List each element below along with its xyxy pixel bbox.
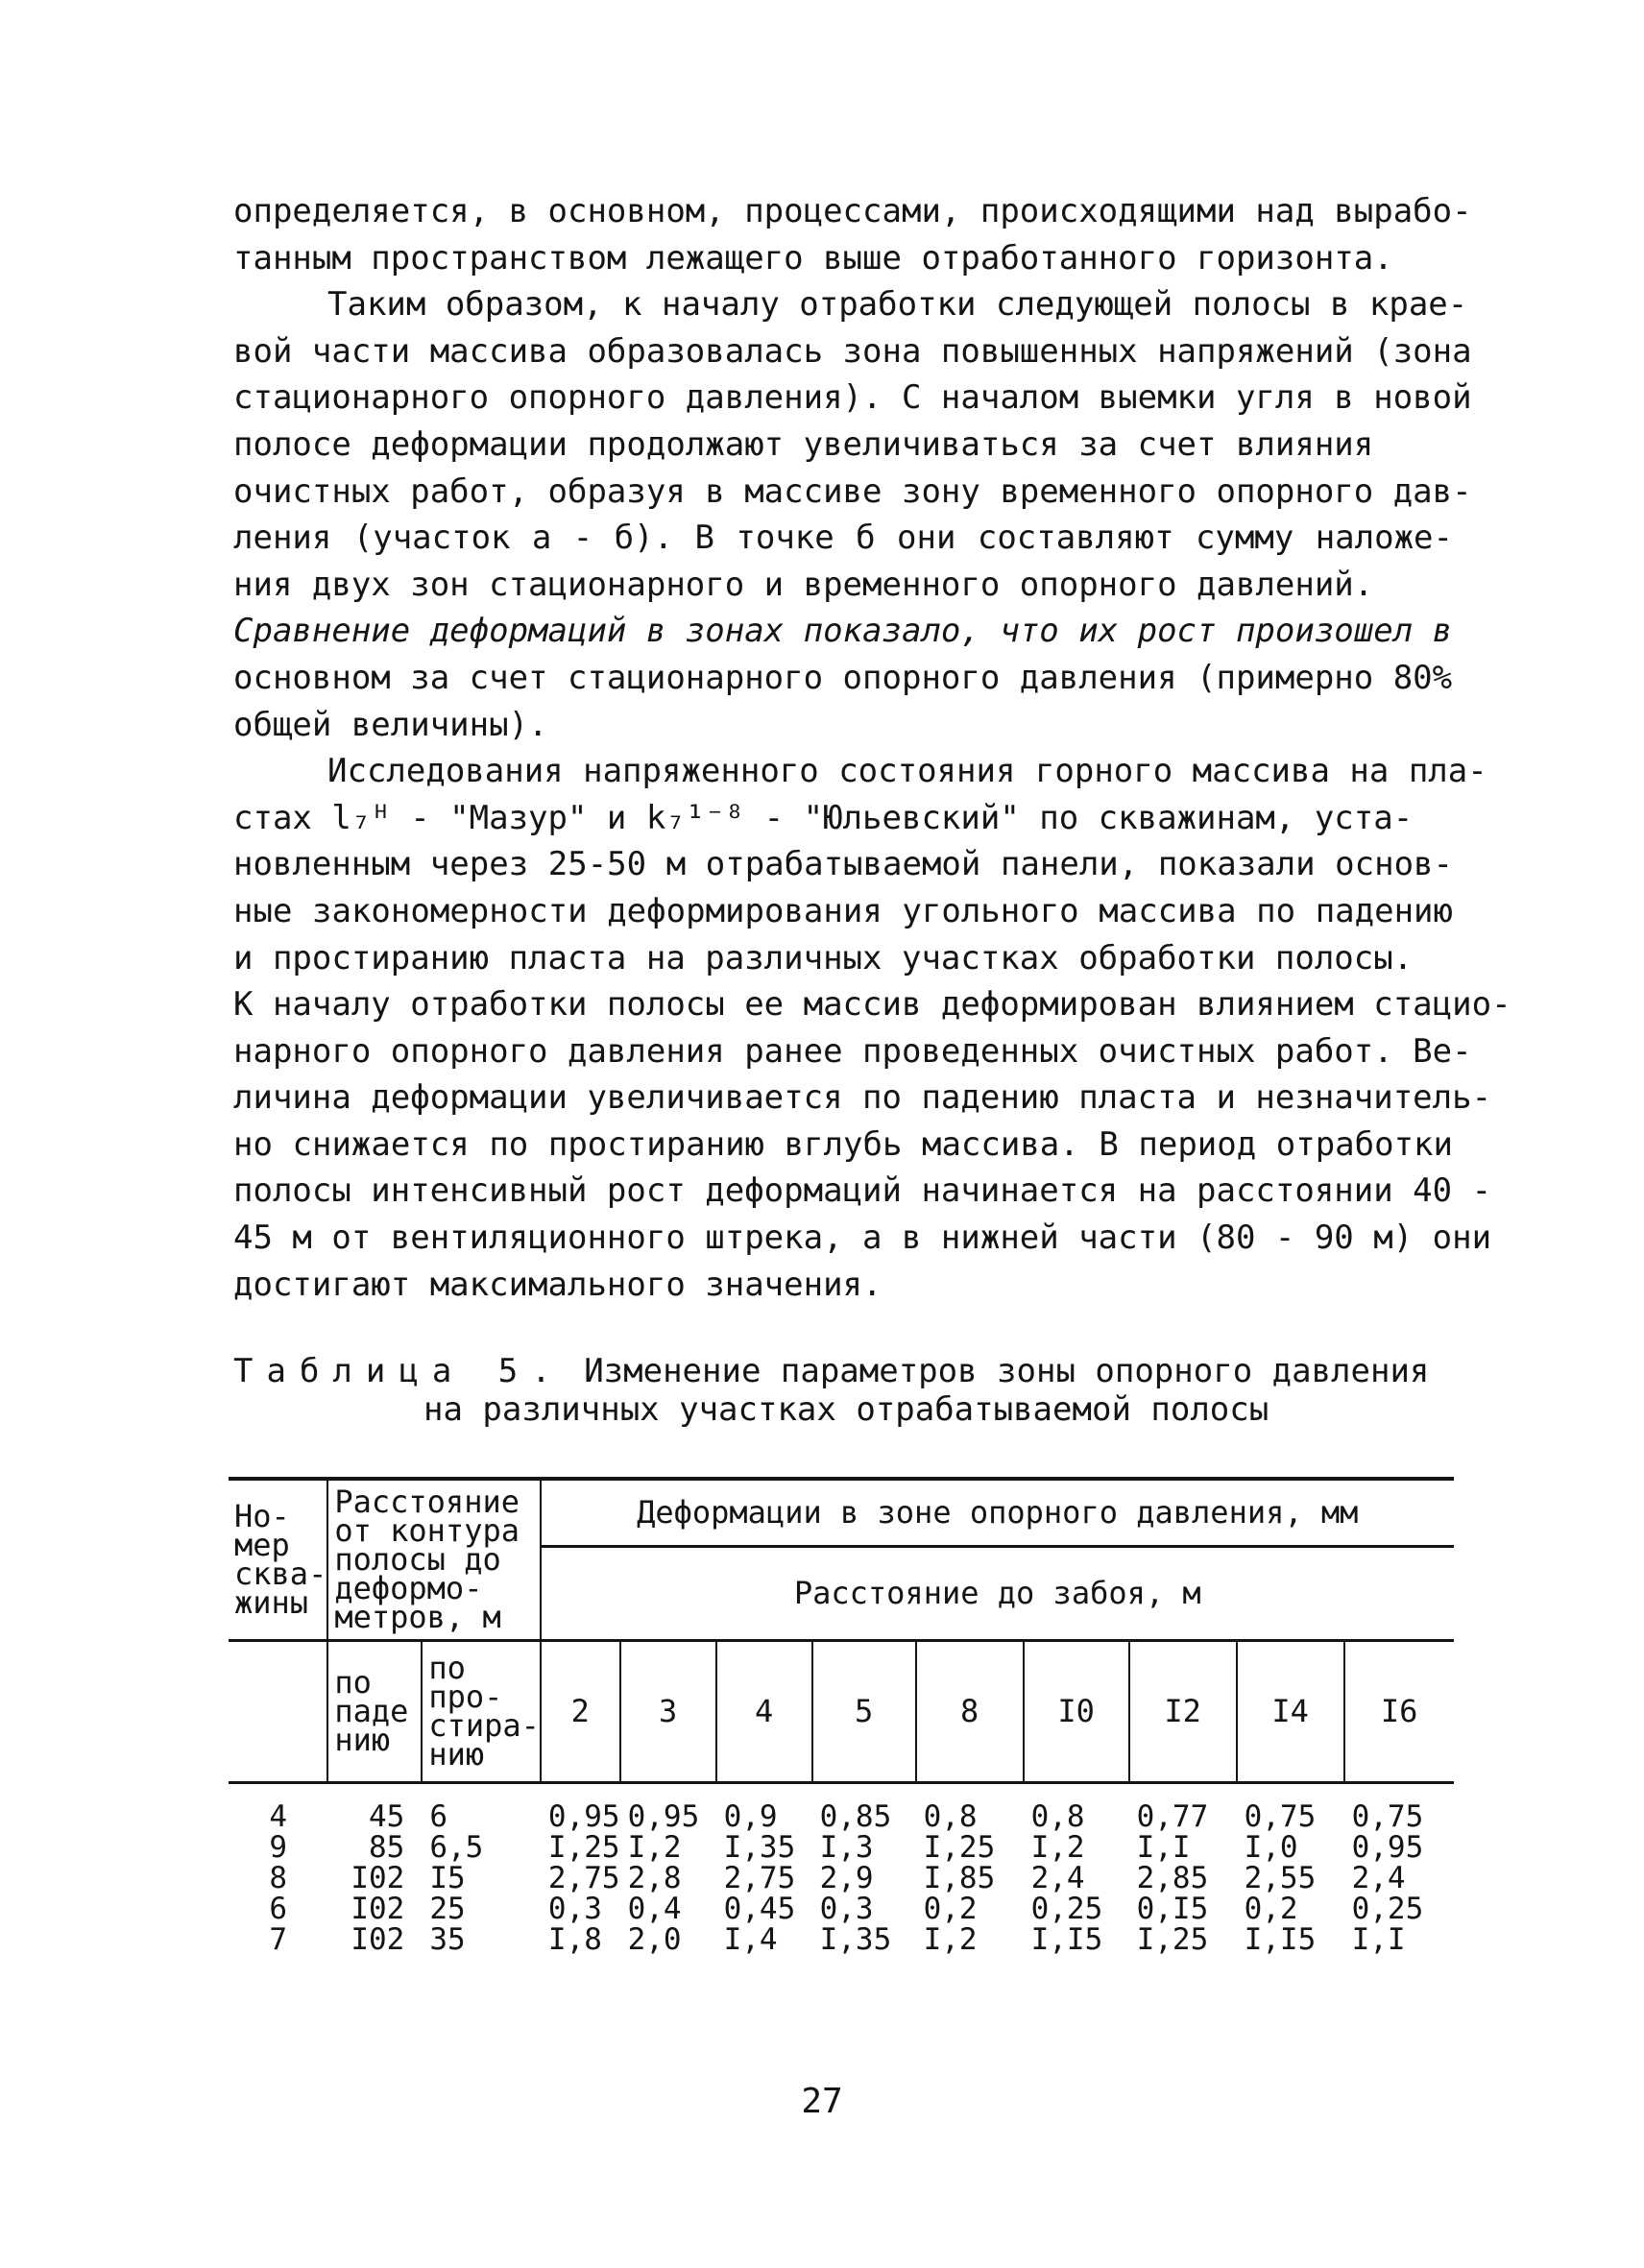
text-line: общей величины). — [233, 705, 548, 744]
cell-strike: I5 — [429, 1860, 466, 1895]
cell-value: I,2 — [923, 1921, 978, 1957]
cell-value: 0,77 — [1136, 1798, 1209, 1834]
text-line: Сравнение деформаций в зонах показало, что их рост произошел в — [233, 612, 1453, 651]
header-face-distance: 5 — [812, 1640, 916, 1782]
text-line: Исследования напряженного состояния горного массива на пла- — [327, 752, 1487, 791]
cell-value: I,I5 — [1030, 1921, 1103, 1957]
text-line: и простиранию пласта на различных участках обработки полосы. — [233, 938, 1414, 977]
cell-value: I,25 — [923, 1829, 996, 1865]
cell-value: I,2 — [627, 1829, 682, 1865]
cell-value: 0,8 — [923, 1798, 978, 1834]
header-face-distance: I2 — [1129, 1640, 1237, 1782]
header-distance-from-contour: Расстояние от контура полосы до деформо- метров, м — [327, 1479, 541, 1640]
text-line: нарного опорного давления ранее проведенных очистных работ. Ве- — [233, 1031, 1472, 1071]
cell-value: 2,8 — [627, 1860, 682, 1895]
header-distance-to-face: Расстояние до забоя, м — [541, 1546, 1454, 1640]
text-line: ния двух зон стационарного и временного опорного давлений. — [233, 565, 1374, 604]
cell-dip: 85 — [369, 1829, 405, 1865]
cell-dip: I02 — [351, 1860, 405, 1895]
cell-value: I,25 — [1136, 1921, 1209, 1957]
text-line: танным пространством лежащего выше отработанного горизонта. — [233, 238, 1393, 277]
header-face-distance: 2 — [541, 1640, 620, 1782]
header-face-distance: 3 — [620, 1640, 716, 1782]
table-row — [229, 1863, 1454, 1894]
text-line: вой части массива образовалась зона повышенных напряжений (зона — [233, 331, 1472, 371]
text-line: ные закономерности деформирования угольного массива по падению — [233, 891, 1453, 930]
cell-strike: 6,5 — [429, 1829, 484, 1865]
header-blank — [229, 1640, 327, 1782]
cell-value: I,I5 — [1244, 1921, 1317, 1957]
cell-value: 0,25 — [1351, 1891, 1424, 1926]
cell-well: 7 — [269, 1921, 287, 1957]
table-caption-title: Изменение параметров зоны опорного давления — [584, 1352, 1430, 1390]
cell-value: 2,9 — [819, 1860, 874, 1895]
table-caption-label: Таблица 5. — [233, 1352, 565, 1390]
cell-value: 0,3 — [547, 1891, 602, 1926]
cell-value: I,I — [1136, 1829, 1191, 1865]
cell-value: I,35 — [819, 1921, 892, 1957]
cell-value: 2,85 — [1136, 1860, 1209, 1895]
cell-value: 2,4 — [1351, 1860, 1406, 1895]
cell-strike: 25 — [429, 1891, 466, 1926]
text-line: новленным через 25-50 м отрабатываемой панели, показали основ- — [233, 845, 1453, 884]
cell-well: 6 — [269, 1891, 287, 1926]
cell-value: 0,3 — [819, 1891, 874, 1926]
cell-value: I,0 — [1244, 1829, 1298, 1865]
cell-well: 9 — [269, 1829, 287, 1865]
text-line: 45 м от вентиляционного штрека, а в нижней части (80 - 90 м) они — [233, 1218, 1492, 1258]
text-line: ления (участок а - б). В точке б они составляют сумму наложе- — [233, 519, 1453, 558]
text-line: определяется, в основном, процессами, происходящими над вырабо- — [233, 192, 1472, 230]
text-line: но снижается по простиранию вглубь массива. В период отработки — [233, 1124, 1453, 1164]
cell-dip: I02 — [351, 1891, 405, 1926]
text-line: К началу отработки полосы ее массив деформирован влиянием стацио- — [233, 985, 1511, 1025]
cell-value: 2,55 — [1244, 1860, 1317, 1895]
cell-value: I,85 — [923, 1860, 996, 1895]
header-dip: по паде нию — [327, 1640, 422, 1782]
cell-value: 2,4 — [1030, 1860, 1085, 1895]
cell-value: 2,0 — [627, 1921, 682, 1957]
text-line: полосы интенсивный рост деформаций начинается на расстоянии 40 - — [233, 1171, 1492, 1211]
cell-value: I,35 — [723, 1829, 796, 1865]
cell-value: 0,85 — [819, 1798, 892, 1834]
cell-value: I,8 — [547, 1921, 602, 1957]
cell-value: 0,75 — [1244, 1798, 1317, 1834]
header-face-distance: I4 — [1237, 1640, 1344, 1782]
body-text — [233, 188, 1511, 1308]
cell-value: 0,I5 — [1136, 1891, 1209, 1926]
cell-value: 2,75 — [723, 1860, 796, 1895]
cell-well: 8 — [269, 1860, 287, 1895]
cell-value: 0,45 — [723, 1891, 796, 1926]
header-face-distance: I6 — [1344, 1640, 1454, 1782]
cell-value: 0,95 — [627, 1798, 700, 1834]
cell-strike: 6 — [429, 1798, 447, 1834]
cell-value: 0,75 — [1351, 1798, 1424, 1834]
cell-value: I,4 — [723, 1921, 778, 1957]
table-row — [229, 1832, 1454, 1863]
deformation-table — [229, 1477, 1454, 1955]
header-strike: по про- стира- нию — [422, 1640, 541, 1782]
cell-value: 0,8 — [1030, 1798, 1085, 1834]
cell-strike: 35 — [429, 1921, 466, 1957]
cell-value: 0,9 — [723, 1798, 778, 1834]
table-caption — [233, 1352, 1453, 1429]
text-line: полосе деформации продолжают увеличиваться за счет влияния — [233, 424, 1374, 464]
table-row — [229, 1924, 1454, 1955]
cell-value: 0,95 — [1351, 1829, 1424, 1865]
cell-value: 2,75 — [547, 1860, 620, 1895]
cell-value: 0,2 — [923, 1891, 978, 1926]
table-caption-subtitle: на различных участках отрабатываемой полосы — [423, 1390, 1269, 1429]
header-well-number: Но- мер сква- жины — [229, 1479, 327, 1640]
text-line: достигают максимального значения. — [233, 1265, 882, 1304]
table-row — [229, 1782, 1454, 1832]
text-line: основном за счет стационарного опорного давления (примерно 80% — [233, 658, 1453, 697]
header-face-distance: I0 — [1024, 1640, 1129, 1782]
cell-value: I,3 — [819, 1829, 874, 1865]
cell-well: 4 — [269, 1798, 287, 1834]
text-line: личина деформации увеличивается по падению пласта и незначитель- — [233, 1078, 1492, 1118]
page-number: 27 — [801, 2082, 843, 2121]
header-deformations: Деформации в зоне опорного давления, мм — [541, 1479, 1454, 1546]
header-face-distance: 4 — [716, 1640, 812, 1782]
cell-value: 0,2 — [1244, 1891, 1298, 1926]
cell-value: 0,95 — [547, 1798, 620, 1834]
cell-value: I,25 — [547, 1829, 620, 1865]
cell-value: 0,25 — [1030, 1891, 1103, 1926]
text-line: очистных работ, образуя в массиве зону временного опорного дав- — [233, 471, 1472, 511]
text-line: стах l₇ᴴ - "Мазур" и k₇¹⁻⁸ - "Юльевский" по скважинам, уста- — [233, 798, 1414, 837]
cell-value: I,2 — [1030, 1829, 1085, 1865]
cell-dip: I02 — [351, 1921, 405, 1957]
text-line: Таким образом, к началу отработки следующей полосы в крае- — [327, 285, 1468, 325]
table-row — [229, 1894, 1454, 1924]
text-line: стационарного опорного давления). С началом выемки угля в новой — [233, 378, 1472, 418]
header-face-distance: 8 — [916, 1640, 1024, 1782]
table-body — [229, 1782, 1454, 1955]
cell-value: I,I — [1351, 1921, 1406, 1957]
cell-value: 0,4 — [627, 1891, 682, 1926]
cell-dip: 45 — [369, 1798, 405, 1834]
